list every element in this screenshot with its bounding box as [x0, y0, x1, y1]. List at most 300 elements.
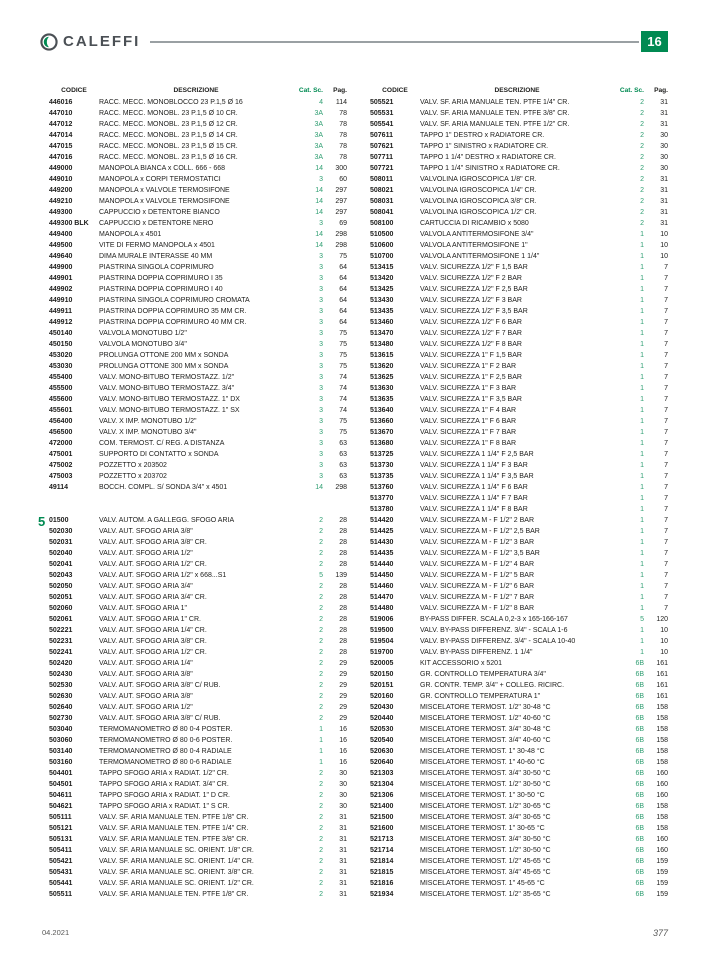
cell-pag: 28 [339, 649, 347, 656]
table-row [361, 790, 668, 801]
column-header-cat-sc: Cat. Sc. [619, 87, 644, 94]
table-row [361, 537, 668, 548]
cell-codice: 502061 [49, 616, 73, 623]
table-row [361, 119, 668, 130]
cell-descrizione: GR. CONTROLLO TEMPERATURA 1" [420, 693, 541, 700]
table-row [40, 526, 347, 537]
cell-descrizione: PIASTRINA DOPPIA COPRIMURO 40 MM CR. [99, 319, 247, 326]
table-row [40, 339, 347, 350]
cell-pag: 64 [339, 275, 347, 282]
table-row [40, 581, 347, 592]
cell-pag: 161 [656, 693, 668, 700]
cell-codice: 513480 [370, 341, 394, 348]
cell-descrizione: VALV. X IMP. MONOTUBO 3/4" [99, 429, 197, 436]
cell-descrizione: VALV. AUT. SFOGO ARIA 1" [99, 605, 187, 612]
cell-pag: 78 [339, 121, 347, 128]
cell-codice: 455601 [49, 407, 73, 414]
cell-pag: 75 [339, 429, 347, 436]
cell-cat-sc: 1 [640, 253, 644, 260]
table-row [361, 812, 668, 823]
cell-pag: 29 [339, 660, 347, 667]
cell-codice: 447015 [49, 143, 73, 150]
cell-pag: 7 [664, 605, 668, 612]
table-row [40, 614, 347, 625]
table-row [40, 130, 347, 141]
cell-cat-sc: 14 [315, 242, 323, 249]
cell-descrizione: MANOPOLA x VALVOLE TERMOSIFONE [99, 187, 230, 194]
cell-pag: 64 [339, 319, 347, 326]
cell-cat-sc: 2 [319, 880, 323, 887]
cell-cat-sc: 3 [319, 429, 323, 436]
cell-cat-sc: 1 [640, 561, 644, 568]
cell-pag: 29 [339, 704, 347, 711]
cell-pag: 30 [339, 781, 347, 788]
table-row [361, 383, 668, 394]
cell-cat-sc: 6B [635, 869, 644, 876]
cell-cat-sc: 6B [635, 737, 644, 744]
cell-cat-sc: 2 [319, 715, 323, 722]
cell-cat-sc: 6B [635, 880, 644, 887]
table-row [40, 691, 347, 702]
cell-pag: 158 [656, 803, 668, 810]
cell-codice: 513630 [370, 385, 394, 392]
cell-cat-sc: 2 [319, 539, 323, 546]
table-row [40, 196, 347, 207]
cell-codice: 449640 [49, 253, 73, 260]
cell-cat-sc: 3 [319, 286, 323, 293]
cell-cat-sc: 2 [640, 220, 644, 227]
cell-cat-sc: 2 [319, 583, 323, 590]
table-row [40, 449, 347, 460]
cell-descrizione: VALV. AUT. SFOGO ARIA 3/4" [99, 583, 193, 590]
cell-descrizione: TAPPO SFOGO ARIA x RADIAT. 1" S CR. [99, 803, 230, 810]
cell-codice: 502040 [49, 550, 73, 557]
caleffi-logo [40, 33, 140, 51]
cell-pag: 29 [339, 693, 347, 700]
cell-cat-sc: 1 [640, 605, 644, 612]
cell-descrizione: TAPPO SFOGO ARIA x RADIAT. 1/2" CR. [99, 770, 229, 777]
cell-descrizione: VALV. SF. ARIA MANUALE TEN. PTFE 1/4" CR. [420, 99, 570, 106]
table-row [361, 306, 668, 317]
cell-cat-sc: 2 [319, 550, 323, 557]
cell-cat-sc: 2 [319, 627, 323, 634]
cell-codice: 507711 [370, 154, 393, 161]
table-row [40, 823, 347, 834]
table-row [40, 757, 347, 768]
cell-pag: 300 [335, 165, 347, 172]
cell-descrizione: VALV. SICUREZZA 1/2" F 2 BAR [420, 275, 522, 282]
cell-codice: 519504 [370, 638, 394, 645]
cell-pag: 28 [339, 594, 347, 601]
cell-descrizione: PROLUNGA OTTONE 300 MM x SONDA [99, 363, 229, 370]
cell-cat-sc: 2 [319, 770, 323, 777]
cell-descrizione: RACC. MECC. MONOBL. 23 P.1,5 Ø 10 CR. [99, 110, 238, 117]
cell-cat-sc: 3A [314, 110, 323, 117]
cell-cat-sc: 1 [640, 242, 644, 249]
cell-descrizione: MISCELATORE TERMOST. 1" 30-65 °C [420, 825, 545, 832]
cell-descrizione: VALV. SICUREZZA 1/2" F 6 BAR [420, 319, 522, 326]
table-row [361, 152, 668, 163]
cell-descrizione: TAPPO 1 1/4" DESTRO x RADIATORE CR. [420, 154, 556, 161]
cell-pag: 159 [656, 869, 668, 876]
cell-cat-sc: 6B [635, 748, 644, 755]
cell-descrizione: CAPPUCCIO x DETENTORE BIANCO [99, 209, 220, 216]
table-row [361, 724, 668, 735]
cell-codice: 475003 [49, 473, 73, 480]
cell-cat-sc: 1 [640, 286, 644, 293]
cell-cat-sc: 3 [319, 418, 323, 425]
cell-descrizione: VALV. SF. ARIA MANUALE TEN. PTFE 3/8" CR. [99, 836, 249, 843]
table-row [40, 592, 347, 603]
cell-codice: 521304 [370, 781, 394, 788]
cell-cat-sc: 6B [635, 836, 644, 843]
cell-cat-sc: 6B [635, 891, 644, 898]
table-row [40, 548, 347, 559]
cell-cat-sc: 6B [635, 759, 644, 766]
table-row [361, 834, 668, 845]
cell-codice: 520160 [370, 693, 394, 700]
cell-codice: 508100 [370, 220, 394, 227]
cell-descrizione: VALV. SICUREZZA M - F 1/2" 2 BAR [420, 517, 534, 524]
table-row [40, 460, 347, 471]
cell-descrizione: RACC. MECC. MONOBLOCCO 23 P.1,5 Ø 16 [99, 99, 243, 106]
cell-cat-sc: 2 [319, 638, 323, 645]
cell-descrizione: POZZETTO x 203502 [99, 462, 167, 469]
cell-codice: 513625 [370, 374, 394, 381]
cell-codice: 450140 [49, 330, 73, 337]
table-row [40, 207, 347, 218]
table-row [40, 471, 347, 482]
cell-cat-sc: 6B [635, 704, 644, 711]
cell-pag: 74 [339, 396, 347, 403]
cell-descrizione: MISCELATORE TERMOST. 1/2" 35-65 °C [420, 891, 551, 898]
cell-cat-sc: 6B [635, 792, 644, 799]
cell-descrizione: VALVOLA ANTITERMOSIFONE 3/4" [420, 231, 534, 238]
cell-codice: 505121 [49, 825, 73, 832]
cell-pag: 28 [339, 627, 347, 634]
cell-cat-sc: 1 [640, 418, 644, 425]
cell-pag: 7 [664, 429, 668, 436]
table-row [361, 625, 668, 636]
table-row [361, 372, 668, 383]
cell-pag: 29 [339, 715, 347, 722]
cell-descrizione: VALV. SICUREZZA 1" F 8 BAR [420, 440, 517, 447]
cell-descrizione: RACC. MECC. MONOBL. 23 P.1,5 Ø 14 CR. [99, 132, 238, 139]
cell-descrizione: VALVOLA MONOTUBO 1/2" [99, 330, 187, 337]
cell-descrizione: VALV. AUT. SFOGO ARIA 1/2" [99, 550, 193, 557]
right-table-body [361, 97, 668, 900]
table-row [361, 801, 668, 812]
table-row [361, 361, 668, 372]
cell-pag: 7 [664, 473, 668, 480]
cell-descrizione: TERMOMANOMETRO Ø 80 0-4 RADIALE [99, 748, 232, 755]
cell-pag: 31 [339, 836, 347, 843]
cell-pag: 75 [339, 341, 347, 348]
table-row [40, 427, 347, 438]
cell-cat-sc: 1 [640, 462, 644, 469]
cell-codice: 520640 [370, 759, 394, 766]
cell-codice: 521713 [370, 836, 394, 843]
product-index-tables [40, 84, 668, 900]
table-row [361, 680, 668, 691]
column-header-descrizione: DESCRIZIONE [494, 87, 540, 94]
cell-pag: 298 [335, 484, 347, 491]
cell-descrizione: KIT ACCESSORIO x 5201 [420, 660, 502, 667]
cell-pag: 7 [664, 539, 668, 546]
cell-pag: 29 [339, 671, 347, 678]
caleffi-logo-icon [40, 33, 58, 51]
cell-pag: 75 [339, 418, 347, 425]
cell-pag: 10 [660, 231, 668, 238]
table-row [40, 163, 347, 174]
cell-codice: 502630 [49, 693, 73, 700]
cell-codice: 450150 [49, 341, 73, 348]
table-row [40, 306, 347, 317]
cell-codice: 514435 [370, 550, 394, 557]
table-row [361, 878, 668, 889]
cell-descrizione: VALV. AUT. SFOGO ARIA 3/8" CR. [99, 638, 207, 645]
table-row [40, 97, 347, 108]
cell-codice: 502430 [49, 671, 73, 678]
cell-descrizione: MISCELATORE TERMOST. 1" 40-60 °C [420, 759, 545, 766]
cell-codice: 504501 [49, 781, 73, 788]
table-row [40, 702, 347, 713]
column-header-codice: CODICE [382, 87, 408, 94]
cell-cat-sc: 6B [635, 825, 644, 832]
cell-cat-sc: 1 [640, 275, 644, 282]
table-row [40, 559, 347, 570]
cell-descrizione: MISCELATORE TERMOST. 3/4" 30-50 °C [420, 836, 551, 843]
cell-codice: 456400 [49, 418, 73, 425]
cell-cat-sc: 4 [319, 99, 323, 106]
cell-pag: 16 [339, 737, 347, 744]
cell-codice: 514460 [370, 583, 394, 590]
cell-descrizione: VALV. AUT. SFOGO ARIA 1/4" CR. [99, 627, 207, 634]
cell-codice: 502031 [49, 539, 73, 546]
cell-descrizione: VALV. SF. ARIA MANUALE TEN. PTFE 1/2" CR. [420, 121, 570, 128]
cell-codice: 521400 [370, 803, 394, 810]
cell-pag: 16 [339, 726, 347, 733]
cell-codice: 513735 [370, 473, 394, 480]
cell-descrizione: MANOPOLA x 4501 [99, 231, 162, 238]
cell-cat-sc: 2 [319, 605, 323, 612]
cell-cat-sc: 1 [319, 737, 323, 744]
table-row [40, 603, 347, 614]
cell-codice: 513730 [370, 462, 394, 469]
cell-codice: 449901 [49, 275, 73, 282]
cell-cat-sc: 1 [640, 517, 644, 524]
cell-codice: 502221 [49, 627, 73, 634]
table-row [361, 471, 668, 482]
cell-descrizione: VALV. SICUREZZA M - F 1/2" 7 BAR [420, 594, 534, 601]
cell-codice: 449902 [49, 286, 73, 293]
table-row [361, 713, 668, 724]
table-row [40, 350, 347, 361]
table-row [361, 768, 668, 779]
cell-codice: 502060 [49, 605, 73, 612]
cell-cat-sc: 2 [319, 660, 323, 667]
table-row [40, 240, 347, 251]
left-table [40, 84, 347, 900]
cell-codice: 508031 [370, 198, 394, 205]
table-row [361, 515, 668, 526]
table-row [361, 449, 668, 460]
cell-descrizione: GR. CONTR. TEMP. 3/4" + COLLEG. RICIRC. [420, 682, 565, 689]
cell-descrizione: VALV. BY-PASS DIFFERENZ. 1 1/4" [420, 649, 533, 656]
table-row [361, 691, 668, 702]
cell-pag: 28 [339, 638, 347, 645]
cell-descrizione: VALV. MONO-BITUBO TERMOSTAZZ. 1" DX [99, 396, 240, 403]
table-row [40, 735, 347, 746]
table-row [361, 658, 668, 669]
cell-pag: 30 [660, 132, 668, 139]
table-row [361, 636, 668, 647]
cell-codice: 49114 [49, 484, 69, 491]
cell-descrizione: VALV. MONO-BITUBO TERMOSTAZZ. 1/2" [99, 374, 235, 381]
cell-codice: 514425 [370, 528, 394, 535]
cell-pag: 7 [664, 407, 668, 414]
cell-pag: 161 [656, 671, 668, 678]
cell-descrizione: TERMOMANOMETRO Ø 80 0-4 POSTER. [99, 726, 233, 733]
cell-pag: 7 [664, 308, 668, 315]
cell-codice: 504401 [49, 770, 73, 777]
cell-cat-sc: 3 [319, 396, 323, 403]
cell-descrizione: VALV. SICUREZZA 1" F 1,5 BAR [420, 352, 522, 359]
table-row [40, 218, 347, 229]
cell-descrizione: PIASTRINA DOPPIA COPRIMURO 35 MM CR. [99, 308, 247, 315]
cell-codice: 502051 [49, 594, 73, 601]
table-row [40, 262, 347, 273]
cell-descrizione: VALVOLA ANTITERMOSIFONE 1 1/4" [420, 253, 540, 260]
cell-descrizione: POZZETTO x 203702 [99, 473, 167, 480]
table-row [361, 592, 668, 603]
cell-codice: 514420 [370, 517, 394, 524]
cell-codice: 514440 [370, 561, 394, 568]
cell-cat-sc: 1 [319, 726, 323, 733]
table-row [361, 735, 668, 746]
table-row [361, 823, 668, 834]
cell-pag: 7 [664, 264, 668, 271]
cell-cat-sc: 1 [640, 396, 644, 403]
cell-cat-sc: 1 [640, 484, 644, 491]
cell-pag: 64 [339, 297, 347, 304]
cell-descrizione: VALV. SF. ARIA MANUALE SC. ORIENT. 1/8" CR. [99, 847, 254, 854]
table-row [361, 251, 668, 262]
cell-cat-sc: 1 [640, 506, 644, 513]
cell-pag: 63 [339, 440, 347, 447]
page-header [40, 30, 668, 53]
cell-descrizione: PIASTRINA DOPPIA COPRIMURO I 35 [99, 275, 223, 282]
cell-descrizione: VALV. AUT. SFOGO ARIA 1/2" x 668...S1 [99, 572, 227, 579]
cell-cat-sc: 1 [640, 440, 644, 447]
cell-codice: 503060 [49, 737, 73, 744]
cell-descrizione: MISCELATORE TERMOST. 1/2" 30-65 °C [420, 803, 551, 810]
cell-codice: 502241 [49, 649, 73, 656]
table-row [361, 339, 668, 350]
cell-codice: 519700 [370, 649, 394, 656]
table-row [361, 273, 668, 284]
table-header [40, 84, 347, 97]
cell-codice: 502231 [49, 638, 73, 645]
cell-codice: 513620 [370, 363, 394, 370]
table-row [361, 240, 668, 251]
table-row [361, 559, 668, 570]
table-row [361, 614, 668, 625]
cell-codice: 513615 [370, 352, 394, 359]
cell-cat-sc: 3 [319, 341, 323, 348]
cell-pag: 7 [664, 352, 668, 359]
table-row [361, 482, 668, 493]
table-row [38, 514, 347, 529]
cell-pag: 159 [656, 880, 668, 887]
cell-descrizione: VALV. AUT. SFOGO ARIA 1/4" [99, 660, 193, 667]
table-row [361, 603, 668, 614]
cell-codice: 520630 [370, 748, 394, 755]
cell-descrizione: VALV. SF. ARIA MANUALE TEN. PTFE 1/4" CR. [99, 825, 249, 832]
cell-codice: 502530 [49, 682, 73, 689]
cell-cat-sc: 2 [319, 671, 323, 678]
cell-descrizione: VALV. SICUREZZA 1" F 6 BAR [420, 418, 517, 425]
cell-cat-sc: 3A [314, 143, 323, 150]
column-header-pag: Pag. [654, 87, 668, 94]
cell-codice: 447012 [49, 121, 73, 128]
cell-cat-sc: 3 [319, 462, 323, 469]
cell-descrizione: VALV. AUT. SFOGO ARIA 1/2" CR. [99, 561, 207, 568]
table-row [40, 724, 347, 735]
table-row [40, 878, 347, 889]
cell-descrizione: MISCELATORE TERMOST. 3/4" 40-60 °C [420, 737, 551, 744]
cell-descrizione: VALV. SICUREZZA M - F 1/2" 3 BAR [420, 539, 534, 546]
cell-codice: 513780 [370, 506, 394, 513]
cell-cat-sc: 2 [319, 869, 323, 876]
cell-codice: 449300 [49, 209, 73, 216]
cell-codice: 449900 [49, 264, 73, 271]
cell-descrizione: TAPPO 1 1/4" SINISTRO x RADIATORE CR. [420, 165, 560, 172]
cell-descrizione: VALV. SICUREZZA 1/2" F 3,5 BAR [420, 308, 528, 315]
column-header-descrizione: DESCRIZIONE [173, 87, 219, 94]
cell-codice: 520005 [370, 660, 394, 667]
cell-cat-sc: 3A [314, 121, 323, 128]
cell-codice: 513470 [370, 330, 394, 337]
cell-pag: 7 [664, 550, 668, 557]
cell-cat-sc: 3 [319, 176, 323, 183]
cell-cat-sc: 2 [640, 121, 644, 128]
cell-cat-sc: 3A [314, 132, 323, 139]
cell-pag: 31 [339, 858, 347, 865]
table-row [361, 889, 668, 900]
cell-descrizione: VALV. SICUREZZA 1 1/4" F 3,5 BAR [420, 473, 534, 480]
cell-pag: 75 [339, 352, 347, 359]
cell-codice: 521303 [370, 770, 394, 777]
cell-descrizione: VALV. AUT. SFOGO ARIA 3/8" [99, 671, 193, 678]
cell-descrizione: VALV. SICUREZZA 1" F 3,5 BAR [420, 396, 522, 403]
table-row [40, 636, 347, 647]
table-row [361, 207, 668, 218]
cell-codice: 510700 [370, 253, 394, 260]
cell-descrizione: VALV. SICUREZZA 1 1/4" F 7 BAR [420, 495, 528, 502]
cell-cat-sc: 1 [640, 297, 644, 304]
cell-descrizione: VALV. MONO-BITUBO TERMOSTAZZ. 3/4" [99, 385, 235, 392]
cell-codice: 475002 [49, 462, 73, 469]
cell-descrizione: TAPPO 1" DESTRO x RADIATORE CR. [420, 132, 545, 139]
cell-cat-sc: 14 [315, 231, 323, 238]
cell-cat-sc: 6B [635, 715, 644, 722]
cell-pag: 7 [664, 506, 668, 513]
cell-pag: 139 [335, 572, 347, 579]
table-row [40, 295, 347, 306]
cell-descrizione: VALVOLINA IGROSCOPICA 3/8" CR. [420, 198, 537, 205]
table-row [361, 394, 668, 405]
